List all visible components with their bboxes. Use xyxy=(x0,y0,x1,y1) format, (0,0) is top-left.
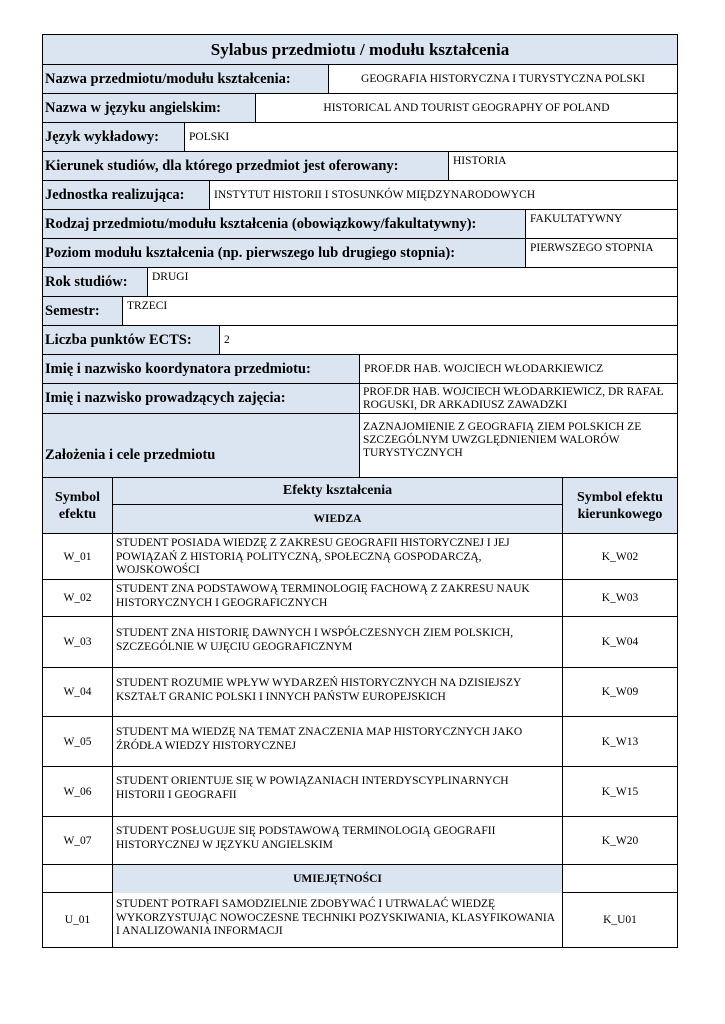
effect-symbol: U_01 xyxy=(43,893,113,947)
info-label: Nazwa przedmiotu/modułu kształcenia: xyxy=(43,65,329,93)
info-value: DRUGI xyxy=(152,271,189,283)
info-row-language xyxy=(42,123,678,152)
effect-code: K_W03 xyxy=(601,592,639,604)
table-row xyxy=(42,617,678,668)
effects-header xyxy=(42,478,678,534)
effect-description: STUDENT POSŁUGUJE SIĘ PODSTAWOWĄ TERMINOLOGIĄ GEOGRAFII HISTORYCZNEJ W JĘZYKU ANGIELSKIM xyxy=(113,817,563,864)
info-row-level xyxy=(42,239,678,268)
info-value: PROF.DR HAB. WOJCIECH WŁODARKIEWICZ, DR RAFAŁ ROGUSKI, DR ARKADIUSZ ZAWADZKI xyxy=(363,385,664,411)
info-value: GEOGRAFIA HISTORYCZNA I TURYSTYCZNA POLSKI xyxy=(361,72,645,85)
effect-symbol: W_05 xyxy=(43,717,113,766)
info-label: Liczba punktów ECTS: xyxy=(43,326,220,354)
info-row-semester xyxy=(42,297,678,326)
effect-code: K_W04 xyxy=(601,636,639,648)
header-effects-group xyxy=(113,478,563,533)
effect-description: STUDENT ZNA HISTORIĘ DAWNYCH I WSPÓŁCZESNYCH ZIEM POLSKICH, SZCZEGÓLNIE W UJĘCIU GEOGRAFICZNYM xyxy=(113,617,563,667)
info-label: Język wykładowy: xyxy=(43,123,185,151)
table-row xyxy=(42,668,678,717)
table-row xyxy=(42,580,678,617)
info-label: Semestr: xyxy=(43,297,123,325)
effect-symbol: W_04 xyxy=(43,668,113,716)
effect-code: K_U01 xyxy=(603,914,637,926)
syllabus-form xyxy=(42,34,678,948)
header-effects: Efekty kształcenia xyxy=(113,478,562,505)
section-skills-row xyxy=(42,865,678,893)
info-label: Poziom modułu kształcenia (np. pierwszego lub drugiego stopnia): xyxy=(43,239,526,267)
info-label: Nazwa w języku angielskim: xyxy=(43,94,256,122)
section-skills-spacer xyxy=(563,865,677,892)
effect-description: STUDENT ROZUMIE WPŁYW WYDARZEŃ HISTORYCZNYCH NA DZISIEJSZY KSZTAŁT GRANIC POLSKI I INNYCH PAŃSTW EUROPEJSKICH xyxy=(113,668,563,716)
form-title: Sylabus przedmiotu / modułu kształcenia xyxy=(42,34,678,65)
table-row xyxy=(42,817,678,865)
table-row xyxy=(42,534,678,580)
effect-symbol: W_07 xyxy=(43,817,113,864)
effect-symbol: W_03 xyxy=(43,617,113,667)
info-value: TRZECI xyxy=(127,300,168,312)
effect-symbol: W_02 xyxy=(43,580,113,616)
info-value: 2 xyxy=(224,333,230,346)
info-value: ZAZNAJOMIENIE Z GEOGRAFIĄ ZIEM POLSKICH ZE SZCZEGÓLNYM UWZGLĘDNIENIEM WALORÓW TURYSTYCZNYCH xyxy=(363,421,642,459)
info-value: PIERWSZEGO STOPNIA xyxy=(530,242,654,254)
section-skills-spacer xyxy=(43,865,113,892)
effect-code: K_W20 xyxy=(601,834,639,847)
effect-symbol: W_01 xyxy=(43,534,113,579)
info-row-field-of-study xyxy=(42,152,678,181)
effect-description: STUDENT ORIENTUJE SIĘ W POWIĄZANIACH INTERDYSCYPLINARNYCH HISTORII I GEOGRAFII xyxy=(113,767,563,816)
table-row xyxy=(42,717,678,767)
table-row xyxy=(42,893,678,948)
effect-description: STUDENT ZNA PODSTAWOWĄ TERMINOLOGIĘ FACHOWĄ Z ZAKRESU NAUK HISTORYCZNYCH I GEOGRAFICZNYCH xyxy=(113,580,563,616)
header-direction-symbol: Symbol efektu kierunkowego xyxy=(563,478,677,533)
effect-code: K_W02 xyxy=(601,550,639,563)
info-row-instructors xyxy=(42,384,678,414)
effect-description: STUDENT POSIADA WIEDZĘ Z ZAKRESU GEOGRAFII HISTORYCZNEJ I JEJ POWIĄZAŃ Z HISTORIĄ POLITYCZNĄ, SPOŁECZNĄ GOSPODARCZĄ, WOJSKOWOŚCI xyxy=(113,534,563,579)
section-knowledge: WIEDZA xyxy=(313,513,362,525)
section-skills: UMIEJĘTNOŚCI xyxy=(113,865,563,893)
header-symbol: Symbol efektu xyxy=(43,478,113,533)
info-row-objectives xyxy=(42,414,678,478)
info-label: Rok studiów: xyxy=(43,268,148,296)
info-value: FAKULTATYWNY xyxy=(530,213,623,225)
info-label: Imię i nazwisko koordynatora przedmiotu: xyxy=(43,355,360,383)
effect-symbol: W_06 xyxy=(43,767,113,816)
info-row-english-name xyxy=(42,94,678,123)
effect-code: K_W13 xyxy=(601,735,639,748)
info-label: Jednostka realizująca: xyxy=(43,181,210,209)
info-label: Kierunek studiów, dla którego przedmiot jest oferowany: xyxy=(43,152,449,180)
effect-code: K_W15 xyxy=(601,785,639,798)
info-row-ects xyxy=(42,326,678,355)
info-value: HISTORIA xyxy=(453,155,507,167)
effect-code: K_W09 xyxy=(601,686,639,698)
info-value: PROF.DR HAB. WOJCIECH WŁODARKIEWICZ xyxy=(364,362,604,375)
info-value: INSTYTUT HISTORII I STOSUNKÓW MIĘDZYNARODOWYCH xyxy=(214,188,536,201)
info-row-course-name xyxy=(42,65,678,94)
info-label: Imię i nazwisko prowadzących zajęcia: xyxy=(43,384,360,413)
info-row-course-type xyxy=(42,210,678,239)
info-value: HISTORICAL AND TOURIST GEOGRAPHY OF POLAND xyxy=(323,101,610,114)
info-row-unit xyxy=(42,181,678,210)
info-row-year xyxy=(42,268,678,297)
table-row xyxy=(42,767,678,817)
info-value: POLSKI xyxy=(189,130,230,143)
info-row-coordinator xyxy=(42,355,678,384)
info-label: Założenia i cele przedmiotu xyxy=(43,414,360,477)
info-label: Rodzaj przedmiotu/modułu kształcenia (obowiązkowy/fakultatywny): xyxy=(43,210,526,238)
effect-description: STUDENT POTRAFI SAMODZIELNIE ZDOBYWAĆ I UTRWALAĆ WIEDZĘ WYKORZYSTUJĄC NOWOCZESNE TECHNIKI POZYSKIWANIA, KLASYFIKOWANIA I ANALIZOWANIA INFORMACJI xyxy=(113,893,563,947)
effect-description: STUDENT MA WIEDZĘ NA TEMAT ZNACZENIA MAP HISTORYCZNYCH JAKO ŹRÓDŁA WIEDZY HISTORYCZNEJ xyxy=(113,717,563,766)
